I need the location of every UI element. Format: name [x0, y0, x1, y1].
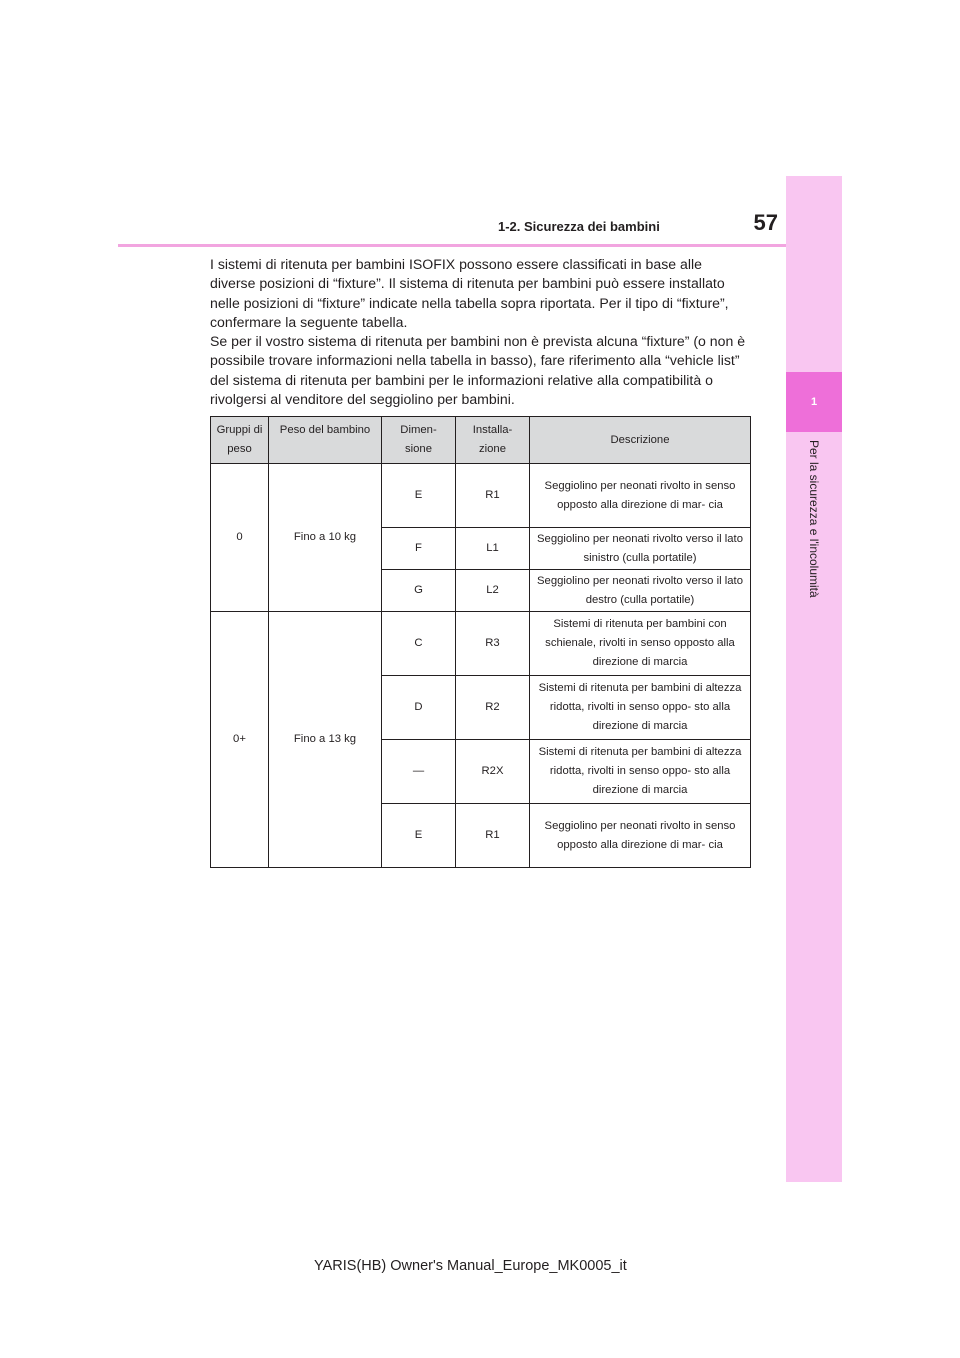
cell-size: E	[382, 464, 456, 528]
cell-description: Sistemi di ritenuta per bambini con schienale, rivolti in senso opposto alla direzione di marcia	[530, 612, 751, 676]
chapter-number-tab[interactable]	[786, 372, 842, 432]
intro-paragraph	[210, 255, 750, 409]
intro-text: I sistemi di ritenuta per bambini ISOFIX possono essere classificati in base alle diverse posizioni di “fixture”. Il sistema di ritenuta per bambini può essere installato nelle posizioni di “fixture” indicate nella tabella sopra riportata. Per il tipo di “fixture”, confermare la seguente tabella. Se per il vostro sistema di ritenuta per bambini non è prevista alcuna “fixture” (o non è possibile trovare informazioni nella tabella in basso), fare riferimento alla “vehicle list” del sistema di ritenuta per bambini per le informazioni relative alla compatibilità o rivolgersi al venditore del seggiolino per bambini.	[210, 256, 746, 408]
cell-group: 0+	[211, 612, 269, 868]
cell-description: Sistemi di ritenuta per bambini di altezza ridotta, rivolti in senso oppo- sto alla direzione di marcia	[530, 740, 751, 804]
cell-install: R2X	[456, 740, 530, 804]
cell-description: Seggiolino per neonati rivolto in senso opposto alla direzione di mar- cia	[530, 804, 751, 868]
cell-size: G	[382, 570, 456, 612]
cell-install: R1	[456, 464, 530, 528]
table-body	[211, 464, 751, 868]
table-header-row	[211, 417, 751, 464]
cell-install: L1	[456, 528, 530, 570]
cell-install: R1	[456, 804, 530, 868]
cell-description: Seggiolino per neonati rivolto verso il lato sinistro (culla portatile)	[530, 528, 751, 570]
cell-size: F	[382, 528, 456, 570]
page-number: 57	[753, 210, 778, 235]
cell-group: 0	[211, 464, 269, 612]
cell-install: R2	[456, 676, 530, 740]
isofix-fixture-table	[210, 416, 751, 868]
table-row	[211, 612, 751, 676]
chapter-label: Per la sicurezza e l'incolumità	[807, 440, 821, 598]
table-row	[211, 464, 751, 528]
cell-description: Seggiolino per neonati rivolto in senso opposto alla direzione di mar- cia	[530, 464, 751, 528]
cell-size: D	[382, 676, 456, 740]
chapter-side-tab	[786, 176, 842, 1182]
cell-install: L2	[456, 570, 530, 612]
header-install: Installa- zione	[456, 417, 530, 464]
header-divider	[118, 244, 786, 247]
chapter-number: 1	[810, 396, 818, 408]
section-title: 1-2. Sicurezza dei bambini	[498, 219, 660, 234]
cell-description: Sistemi di ritenuta per bambini di altezza ridotta, rivolti in senso oppo- sto alla direzione di marcia	[530, 676, 751, 740]
cell-weight: Fino a 13 kg	[269, 612, 382, 868]
cell-weight: Fino a 10 kg	[269, 464, 382, 612]
cell-size: C	[382, 612, 456, 676]
header-description: Descrizione	[530, 417, 751, 464]
cell-size: —	[382, 740, 456, 804]
header-weight: Peso del bambino	[269, 417, 382, 464]
cell-size: E	[382, 804, 456, 868]
header-size: Dimen- sione	[382, 417, 456, 464]
cell-description: Seggiolino per neonati rivolto verso il lato destro (culla portatile)	[530, 570, 751, 612]
cell-install: R3	[456, 612, 530, 676]
footer-manual-id: YARIS(HB) Owner's Manual_Europe_MK0005_it	[314, 1258, 627, 1274]
header-group: Gruppi di peso	[211, 417, 269, 464]
